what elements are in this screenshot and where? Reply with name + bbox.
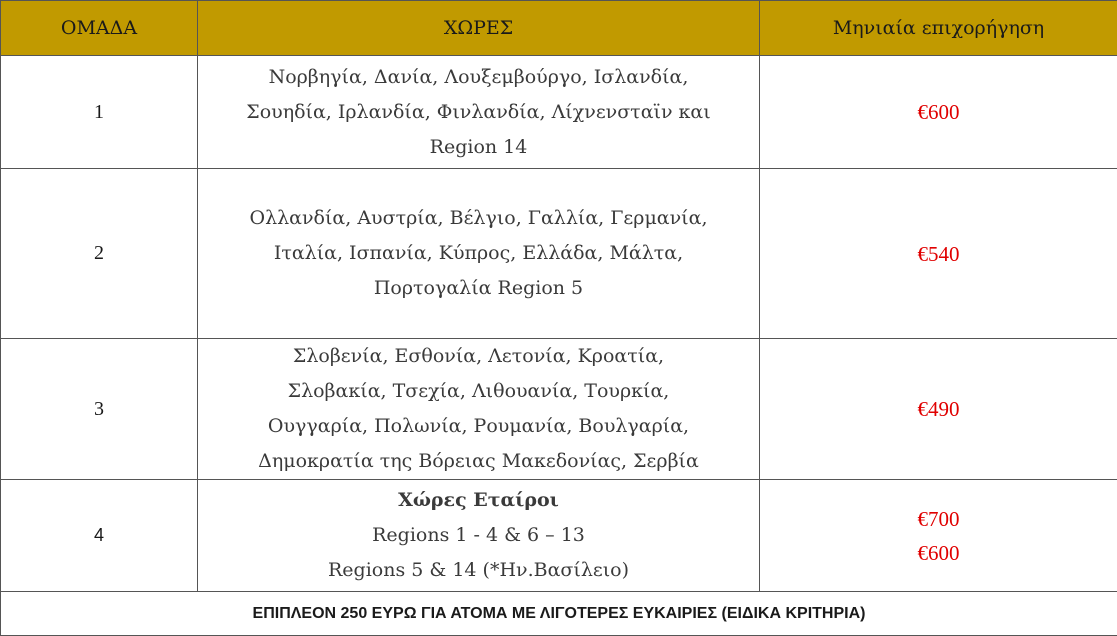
header-row (1, 1, 1117, 56)
amount-cell (760, 169, 1117, 339)
countries-line: Regions 1 - 4 & 6 – 13 (204, 518, 753, 553)
group-number: 4 (1, 480, 198, 592)
countries-line: Σουηδία, Ιρλανδία, Φινλανδία, Λίχνενσταϊν και (204, 95, 753, 130)
countries-line: Πορτογαλία Region 5 (204, 271, 753, 306)
header-group: ΟΜΑΔΑ (1, 1, 198, 56)
countries-line: Ιταλία, Ισπανία, Κύπρος, Ελλάδα, Μάλτα, (204, 236, 753, 271)
countries-cell (198, 480, 760, 592)
amount-cell (760, 56, 1117, 169)
countries-line: Ολλανδία, Αυστρία, Βέλγιο, Γαλλία, Γερμανία, (204, 201, 753, 236)
countries-line: Σλοβενία, Εσθονία, Λετονία, Κροατία, (204, 339, 753, 374)
table-row (1, 56, 1117, 169)
footer-note: ΕΠΙΠΛΕΟΝ 250 ΕΥΡΩ ΓΙΑ ΑΤΟΜΑ ΜΕ ΛΙΓΟΤΕΡΕΣ ΕΥΚΑΙΡΙΕΣ (ΕΙΔΙΚΑ ΚΡΙΤΗΡΙΑ) (1, 592, 1117, 636)
countries-line: Σλοβακία, Τσεχία, Λιθουανία, Τουρκία, (204, 374, 753, 409)
partner-countries-title: Χώρες Εταίροι (204, 483, 753, 518)
table-row (1, 480, 1117, 592)
amount-cell (760, 480, 1117, 592)
amount-value: €490 (766, 392, 1111, 426)
footer-row (1, 592, 1117, 636)
countries-cell (198, 56, 760, 169)
countries-line: Δημοκρατία της Βόρειας Μακεδονίας, Σερβία (204, 444, 753, 479)
countries-line: Νορβηγία, Δανία, Λουξεμβούργο, Ισλανδία, (204, 60, 753, 95)
amount-value: €600 (766, 536, 1111, 570)
table-row (1, 169, 1117, 339)
amount-value: €600 (766, 95, 1111, 129)
countries-cell (198, 169, 760, 339)
group-number: 3 (1, 339, 198, 480)
countries-line: Regions 5 & 14 (*Ην.Βασίλειο) (204, 553, 753, 588)
countries-cell (198, 339, 760, 480)
group-number: 1 (1, 56, 198, 169)
countries-line: Region 14 (204, 130, 753, 165)
amount-value: €700 (766, 502, 1111, 536)
countries-line: Ουγγαρία, Πολωνία, Ρουμανία, Βουλγαρία, (204, 409, 753, 444)
amount-value: €540 (766, 237, 1111, 271)
group-number: 2 (1, 169, 198, 339)
table-row (1, 339, 1117, 480)
header-countries: ΧΩΡΕΣ (198, 1, 760, 56)
amount-cell (760, 339, 1117, 480)
header-monthly-grant: Μηνιαία επιχορήγηση (760, 1, 1117, 56)
